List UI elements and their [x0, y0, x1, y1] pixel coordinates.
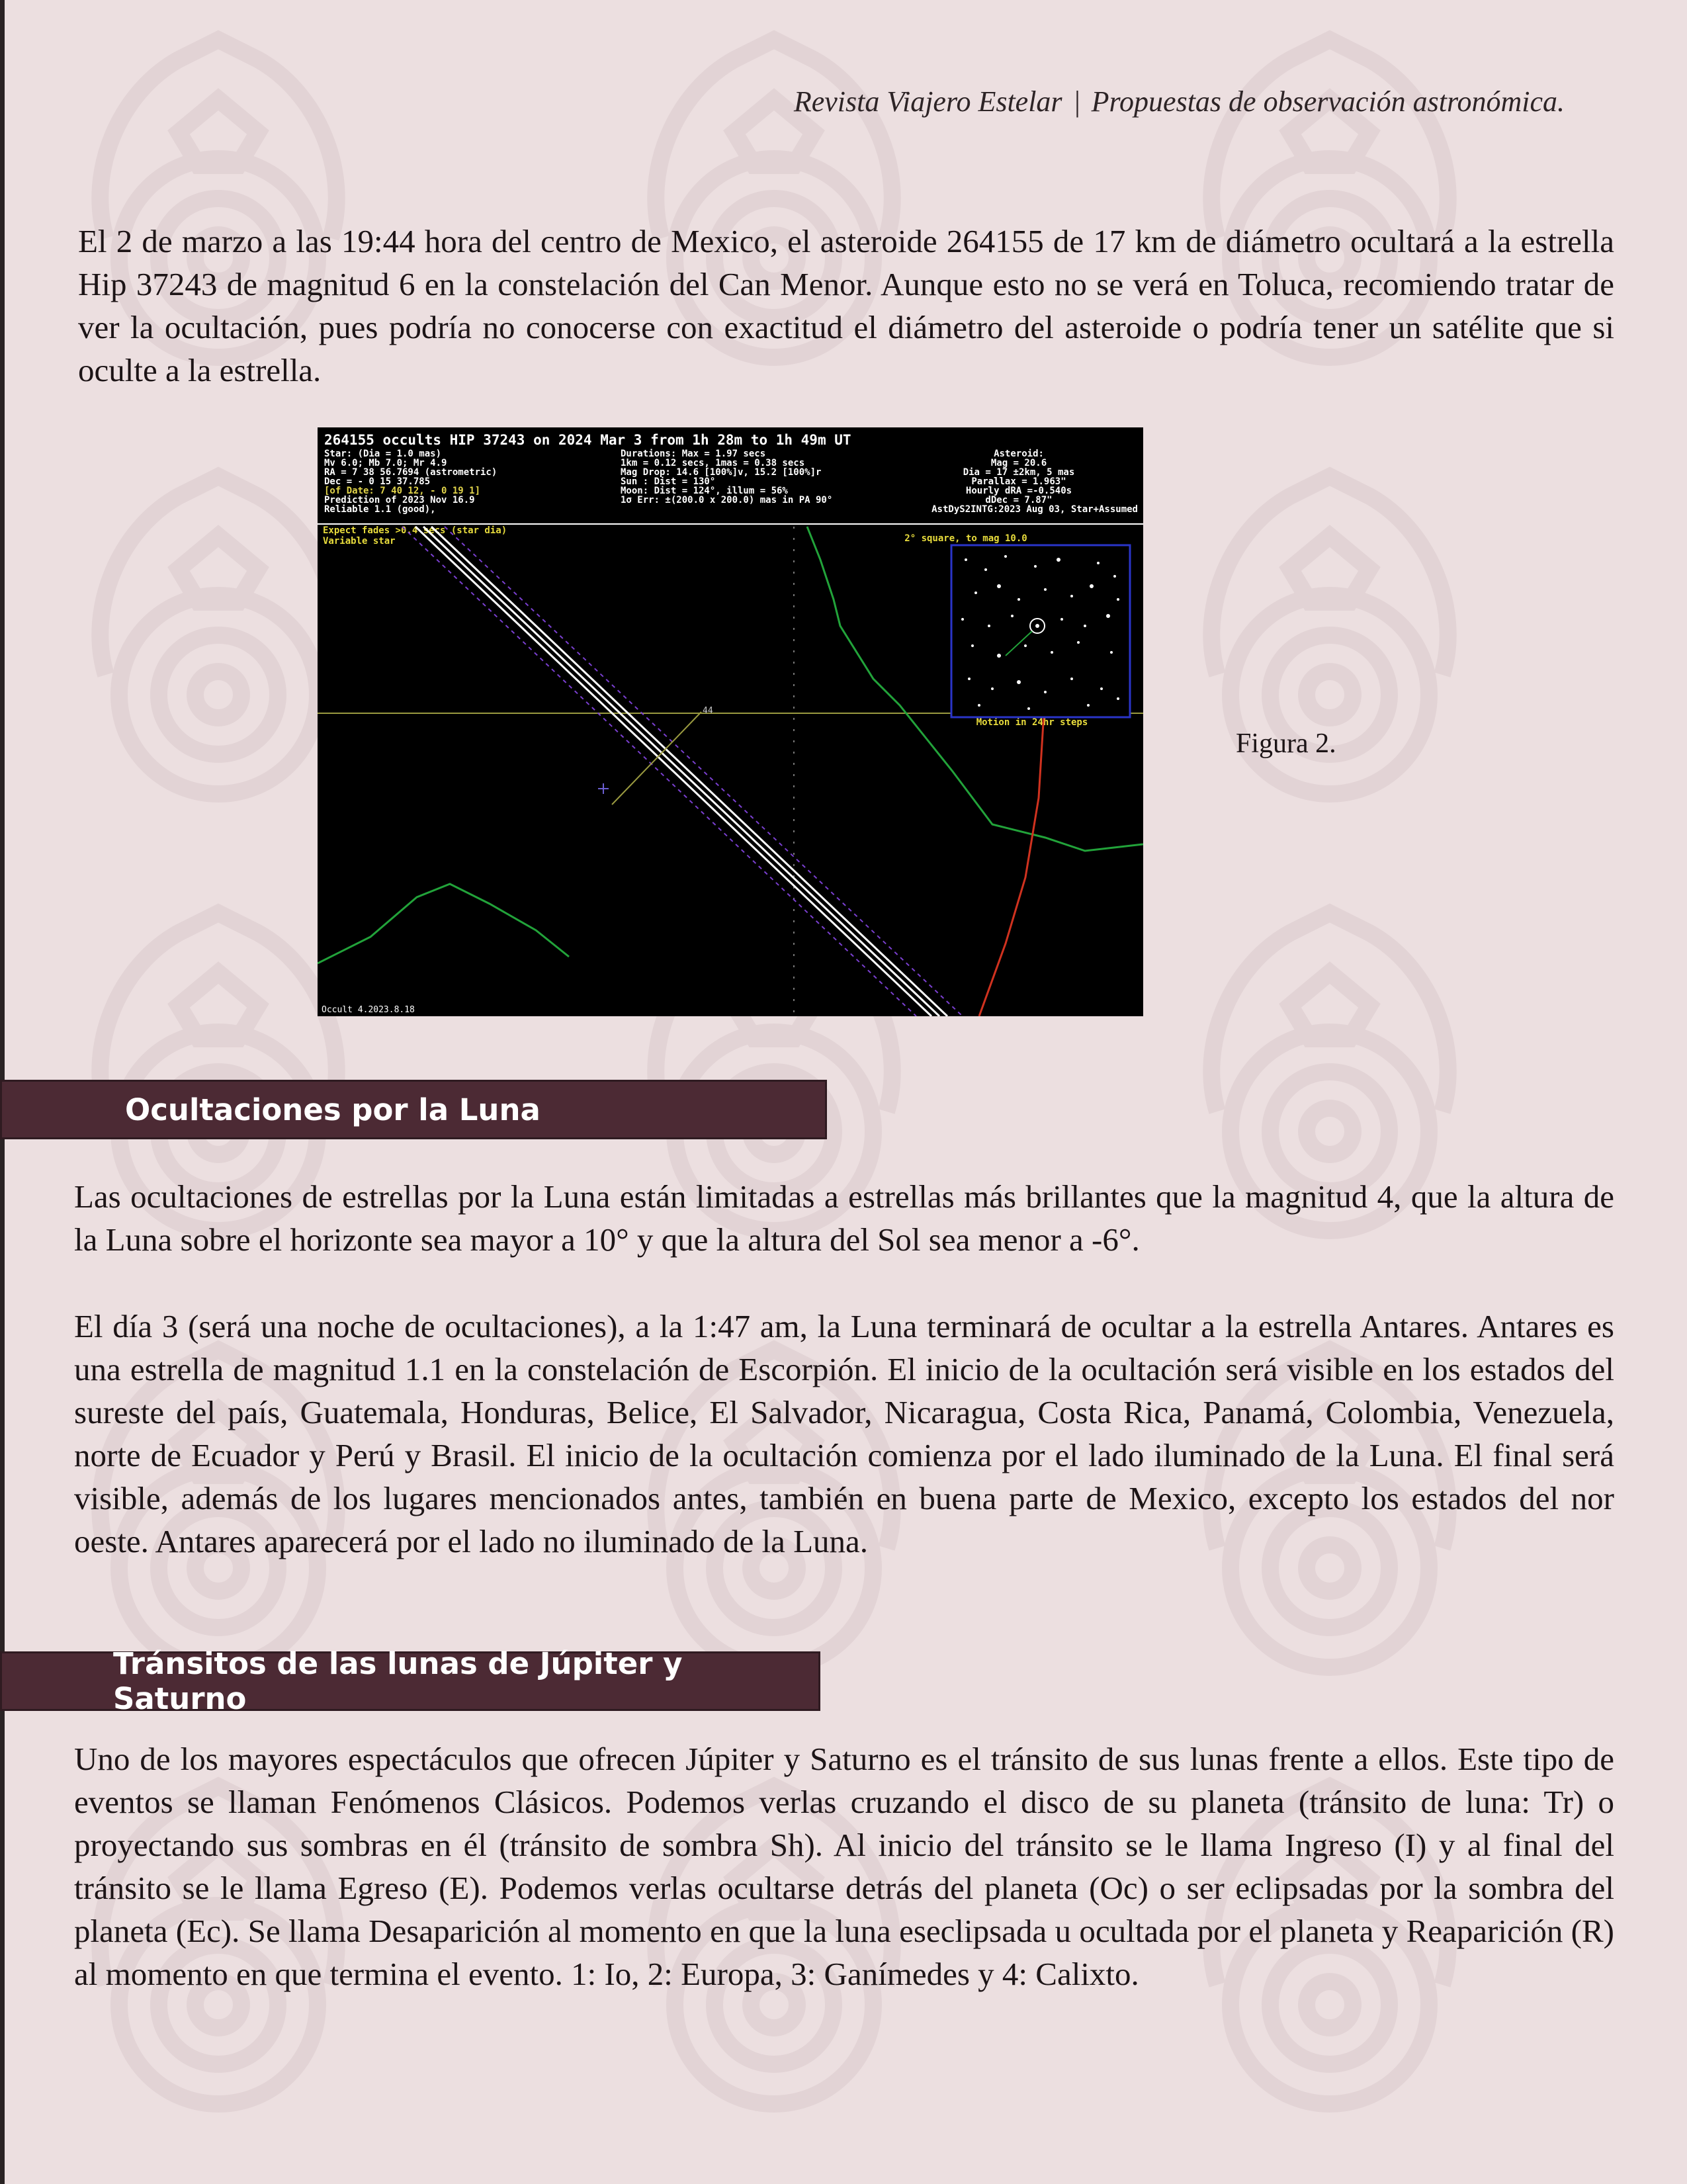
figure-note: Variable star — [323, 536, 396, 546]
moon-paragraph-antares: El día 3 (será una noche de ocultaciones), a la 1:47 am, la Luna terminará de ocultar a la estrella Antares. Antares es una estrella de magnitud 1.1 en la constelación de Escorpión. El inicio de la ocultación será visible en los estados del sureste del país, Guatemala, Honduras, Belice, El Salvador, Nicaragua, Costa Rica, Panamá, Colombia, Venezuela, norte de Ecuador y Perú y Brasil. El inicio de la ocultación comienza por el lado iluminado de la Luna. El final será visible, además de los lugares mencionados antes, también en buena parte de Mexico, excepto los estados del nor oeste. Antares aparecerá por el lado no iluminado de la Luna. — [74, 1308, 1614, 1559]
coastline-south — [318, 884, 569, 963]
header-separator: | — [1072, 85, 1081, 118]
duration-line: 1km = 0.12 secs, 1mas = 0.38 secs — [621, 458, 805, 468]
star-field-inset — [951, 545, 1130, 717]
asteroid-line: Dia = 17 ±2km, 5 mas — [963, 467, 1075, 478]
time-tick-label: 44 — [703, 706, 713, 716]
occultation-map — [318, 427, 1143, 1016]
figure-note: Expect fades >0.4 secs (star dia) — [323, 525, 507, 536]
asteroid-line: Hourly dRA =-0.540s — [965, 486, 1072, 496]
asteroid-line: Mag = 20.6 — [990, 458, 1047, 468]
moon-paragraph-limits: Las ocultaciones de estrellas por la Luna están limitadas a estrellas más brillantes que la magnitud 4, que la altura de la Luna sobre el horizonte sea mayor a 10° y que la altura del Sol sea menor a -6°. — [74, 1178, 1614, 1258]
header-section: Propuestas de observación astronómica. — [1091, 85, 1565, 118]
star-line: Reliable 1.1 (good), — [324, 504, 436, 515]
duration-line: Durations: Max = 1.97 secs — [621, 449, 766, 459]
intro-paragraph: El 2 de marzo a las 19:44 hora del centro de Mexico, el asteroide 264155 de 17 km de diámetro ocultará a la estrella Hip 37243 de magnitud 6 en la constelación del Can Menor. Aunque esto no se verá en Toluca, recomiendo tratar de ver la ocultación, pues podría no conocerse con exactitud el diámetro del asteroide o podría tener un satélite que si oculte a la estrella. — [78, 223, 1614, 388]
magazine-name: Revista Viajero Estelar — [793, 85, 1062, 118]
target-star-icon — [1035, 624, 1039, 628]
figure-title: 264155 occults HIP 37243 on 2024 Mar 3 from 1h 28m to 1h 49m UT — [324, 432, 851, 448]
shadow-edge-right — [431, 527, 947, 1016]
duration-line: Mag Drop: 14.6 [100%]v, 15.2 [100%]r — [621, 467, 822, 478]
shadow-centerline — [423, 527, 939, 1016]
section-heading-moon — [0, 1080, 827, 1139]
asteroid-line: dDec = 7.87" — [985, 495, 1053, 505]
section-heading-transits — [0, 1646, 820, 1716]
transits-paragraph: Uno de los mayores espectáculos que ofrecen Júpiter y Saturno es el tránsito de sus lunas frente a ellos. Este tipo de eventos se llaman Fenómenos Clásicos. Podemos verlas cruzando el disco de su planeta (tránsito de luna: Tr) o proyectando sus sombras en él (tránsito de sombra Sh). Al inicio del tránsito se le llama Ingreso (I) y al final del tránsito se le llama Egreso (E). Podemos verlas ocultarse detrás del planeta (Oc) o ser eclipsadas por la sombra del planeta (Ec). Se llama Desaparición al momento en que la luna eseclipsada u ocultada por el planeta y Reaparición (R) al momento en que termina el evento. 1: Io, 2: Europa, 3: Ganímedes y 4: Calixto. — [74, 1741, 1614, 1992]
duration-line: Sun : Dist = 130° — [621, 476, 716, 487]
section-heading-text: Ocultaciones por la Luna — [125, 1092, 541, 1127]
inset-title: 2° square, to mag 10.0 — [904, 533, 1027, 544]
star-line: [of Date: 7 40 12, - 0 19 1] — [324, 486, 481, 496]
asteroid-line: Asteroid: — [994, 449, 1044, 459]
section-heading-text: Tránsitos de las lunas de Júpiter y Saturno — [113, 1646, 683, 1716]
uncertainty-limit-left — [402, 527, 916, 1016]
figure-caption: Figura 2. — [1236, 728, 1336, 759]
occultation-chart-figure — [318, 427, 1143, 1016]
page-header — [794, 85, 1565, 118]
shadow-edge-left — [415, 527, 931, 1016]
asteroid-line: Parallax = 1.963" — [971, 476, 1066, 487]
star-line: RA = 7 38 56.7694 (astrometric) — [324, 467, 497, 478]
inset-footer: Motion in 24hr steps — [976, 717, 1088, 728]
figure-footer: Occult 4.2023.8.18 — [322, 1005, 415, 1015]
observer-cross-icon — [598, 783, 609, 794]
star-line: Prediction of 2023 Nov 16.9 — [324, 495, 475, 505]
asteroid-line: AstDyS2INTG:2023 Aug 03, Star+Assumed — [931, 504, 1138, 515]
uncertainty-limit-right — [445, 527, 963, 1016]
sun-limit-curve — [979, 712, 1044, 1016]
star-line: Mv 6.0; Mb 7.0; Mr 4.9 — [324, 458, 447, 468]
duration-line: 1σ Err: ±(200.0 x 200.0) mas in PA 90° — [621, 495, 833, 505]
duration-line: Moon: Dist = 124°, illum = 56% — [621, 486, 788, 496]
star-line: Dec = - 0 15 37.785 — [324, 476, 431, 487]
star-line: Star: (Dia = 1.0 mas) — [324, 449, 442, 459]
